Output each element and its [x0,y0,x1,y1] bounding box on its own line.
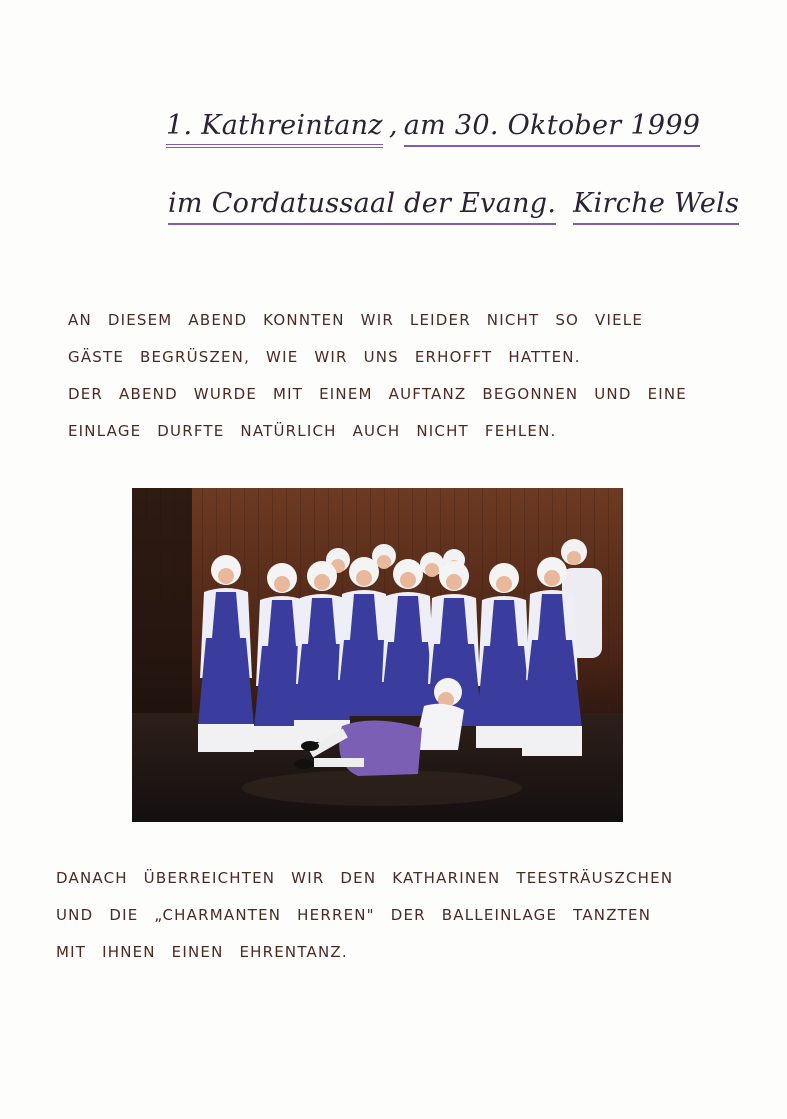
outro-line: MIT IHNEN EINEN EHRENTANZ. [56,943,348,961]
intro-line: AN DIESEM ABEND KONNTEN WIR LEIDER NICHT SO VIELE [68,311,644,329]
outro-paragraph [56,860,673,971]
intro-paragraph [68,302,687,450]
group-photo [132,488,623,822]
outro-line: DANACH ÜBERREICHTEN WIR DEN KATHARINEN TEESTRÄUSZCHEN [56,869,674,887]
outro-line: UND DIE „CHARMANTEN HERREN" DER BALLEINLAGE TANZTEN [56,906,652,924]
heading-venue: im Cordatussaal der Evang. [168,188,556,225]
heading-line-1 [166,110,700,148]
group-photo-icon [132,488,623,822]
intro-line: DER ABEND WURDE MIT EINEM AUFTANZ BEGONNEN UND EINE [68,385,687,403]
heading-event-name: 1. Kathreintanz [166,110,383,148]
heading-line-2 [168,188,739,225]
intro-line: EINLAGE DURFTE NATÜRLICH AUCH NICHT FEHLEN. [68,422,557,440]
heading-event-date: am 30. Oktober 1999 [404,110,701,147]
heading-church: Kirche Wels [573,188,739,225]
heading-comma: , [388,110,398,141]
intro-line: GÄSTE BEGRÜSZEN, WIE WIR UNS ERHOFFT HATTEN. [68,348,581,366]
